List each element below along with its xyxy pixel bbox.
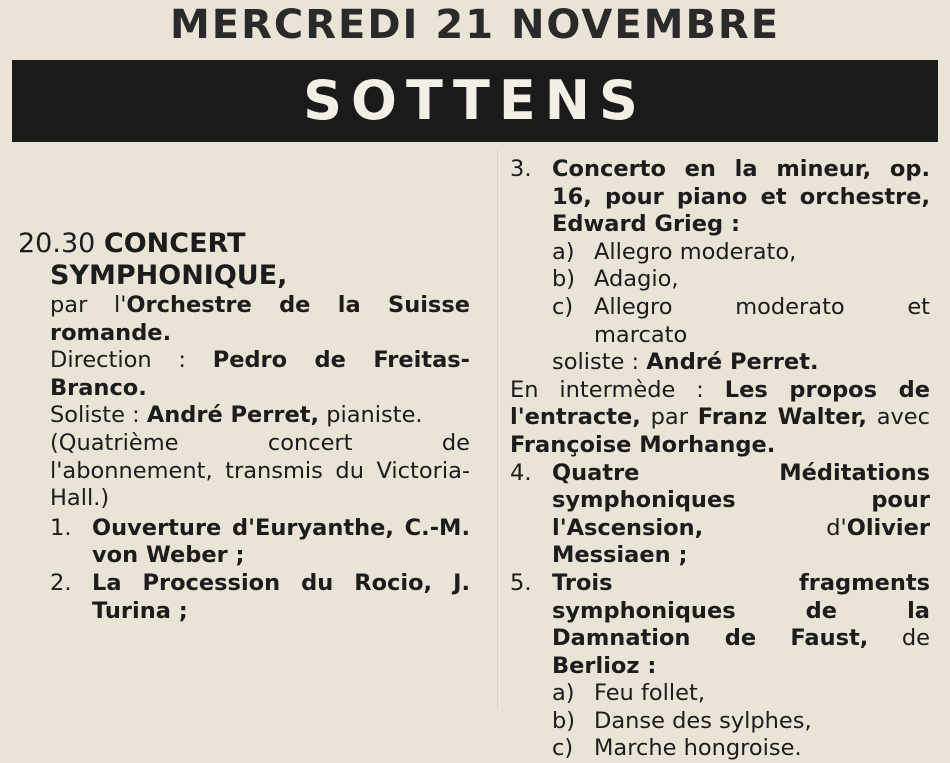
interlude-title: Les propos de l'entracte,	[510, 376, 931, 431]
program-item-1	[18, 515, 470, 570]
concert-note: (Quatrième concert de l'abonnement, transmis du Victoria-Hall.)	[50, 429, 470, 512]
direction-line	[18, 347, 470, 402]
sub-letter: c)	[552, 735, 574, 762]
soloist-line	[510, 349, 930, 377]
interlude-with: avec	[866, 404, 931, 431]
item-number: 3.	[510, 156, 532, 182]
right-column	[510, 156, 930, 763]
orchestra-line	[18, 292, 470, 347]
item-text: La Procession du Rocio, J. Turina ;	[92, 569, 470, 624]
soloist-label: soliste :	[552, 349, 647, 376]
interlude-line	[510, 377, 930, 460]
soloist-role: pianiste.	[319, 402, 423, 429]
sub-text: Allegro moderato et marcato	[594, 293, 930, 348]
program-title-line2-row	[18, 260, 470, 292]
interlude-author: Franz Walter,	[697, 404, 867, 431]
station-banner: SOTTENS	[12, 60, 938, 142]
program-item-4	[510, 460, 930, 570]
sub-letter: c)	[552, 293, 574, 320]
column-divider	[497, 150, 498, 710]
sub-letter: b)	[552, 707, 576, 734]
item-composer: Olivier Messiaen ;	[552, 514, 930, 569]
sub-item	[510, 266, 930, 294]
program-title-line2: SYMPHONIQUE,	[50, 260, 288, 291]
program-title-line1: CONCERT	[103, 228, 246, 259]
orchestra-name: Orchestre de la Suisse romande.	[50, 292, 470, 346]
program-time: 20.30	[18, 228, 96, 259]
interlude-label: En intermède :	[510, 376, 725, 403]
by-prefix: par l'	[50, 292, 127, 318]
item-number: 1.	[50, 514, 72, 541]
interlude-with-name: Françoise Morhange.	[510, 431, 776, 458]
sub-text: Adagio,	[594, 266, 679, 293]
item-text-block	[552, 570, 930, 680]
interlude-by: par	[640, 404, 698, 431]
sub-letter: a)	[552, 238, 575, 265]
item-number: 4.	[510, 459, 532, 486]
sub-item	[510, 239, 930, 267]
left-column	[18, 228, 470, 625]
soloist-name: André Perret,	[146, 402, 320, 429]
sub-item	[510, 708, 930, 736]
program-heading	[18, 228, 470, 260]
soloist-name: André Perret.	[646, 349, 819, 376]
program-item-5	[510, 570, 930, 680]
item-text: Concerto en la mineur, op. 16, pour piano et orchestre, Edward Grieg :	[552, 156, 930, 238]
item-composer: Berlioz :	[552, 652, 657, 679]
sub-letter: b)	[552, 266, 576, 293]
sub-item	[510, 294, 930, 349]
sub-text: Feu follet,	[594, 680, 705, 707]
sub-text: Allegro moderato,	[594, 238, 797, 265]
program-item-3	[510, 156, 930, 239]
sub-text: Danse des sylphes,	[594, 707, 812, 734]
item-by: de	[868, 625, 931, 652]
item-number: 2.	[50, 569, 72, 596]
sub-item	[510, 680, 930, 708]
program-item-2	[18, 570, 470, 625]
sub-text: Marche hongroise.	[594, 735, 802, 762]
item-text: Ouverture d'Euryanthe, C.-M. von Weber ;	[92, 514, 470, 569]
sub-letter: a)	[552, 680, 575, 707]
item-text: Trois fragments symphoniques de la Damnation de Faust,	[552, 569, 930, 652]
conductor-name: Pedro de Freitas-Branco.	[50, 347, 470, 401]
soloist-line	[18, 402, 470, 430]
soloist-label: Soliste :	[50, 402, 147, 429]
item-text: Quatre Méditations symphoniques pour l'Ascension,	[552, 459, 930, 541]
item-by: d'	[826, 514, 847, 541]
item-number: 5.	[510, 569, 532, 596]
date-heading: MERCREDI 21 NOVEMBRE	[169, 2, 781, 48]
item-text-block	[552, 460, 930, 570]
direction-label: Direction :	[50, 347, 213, 374]
sub-item	[510, 735, 930, 763]
